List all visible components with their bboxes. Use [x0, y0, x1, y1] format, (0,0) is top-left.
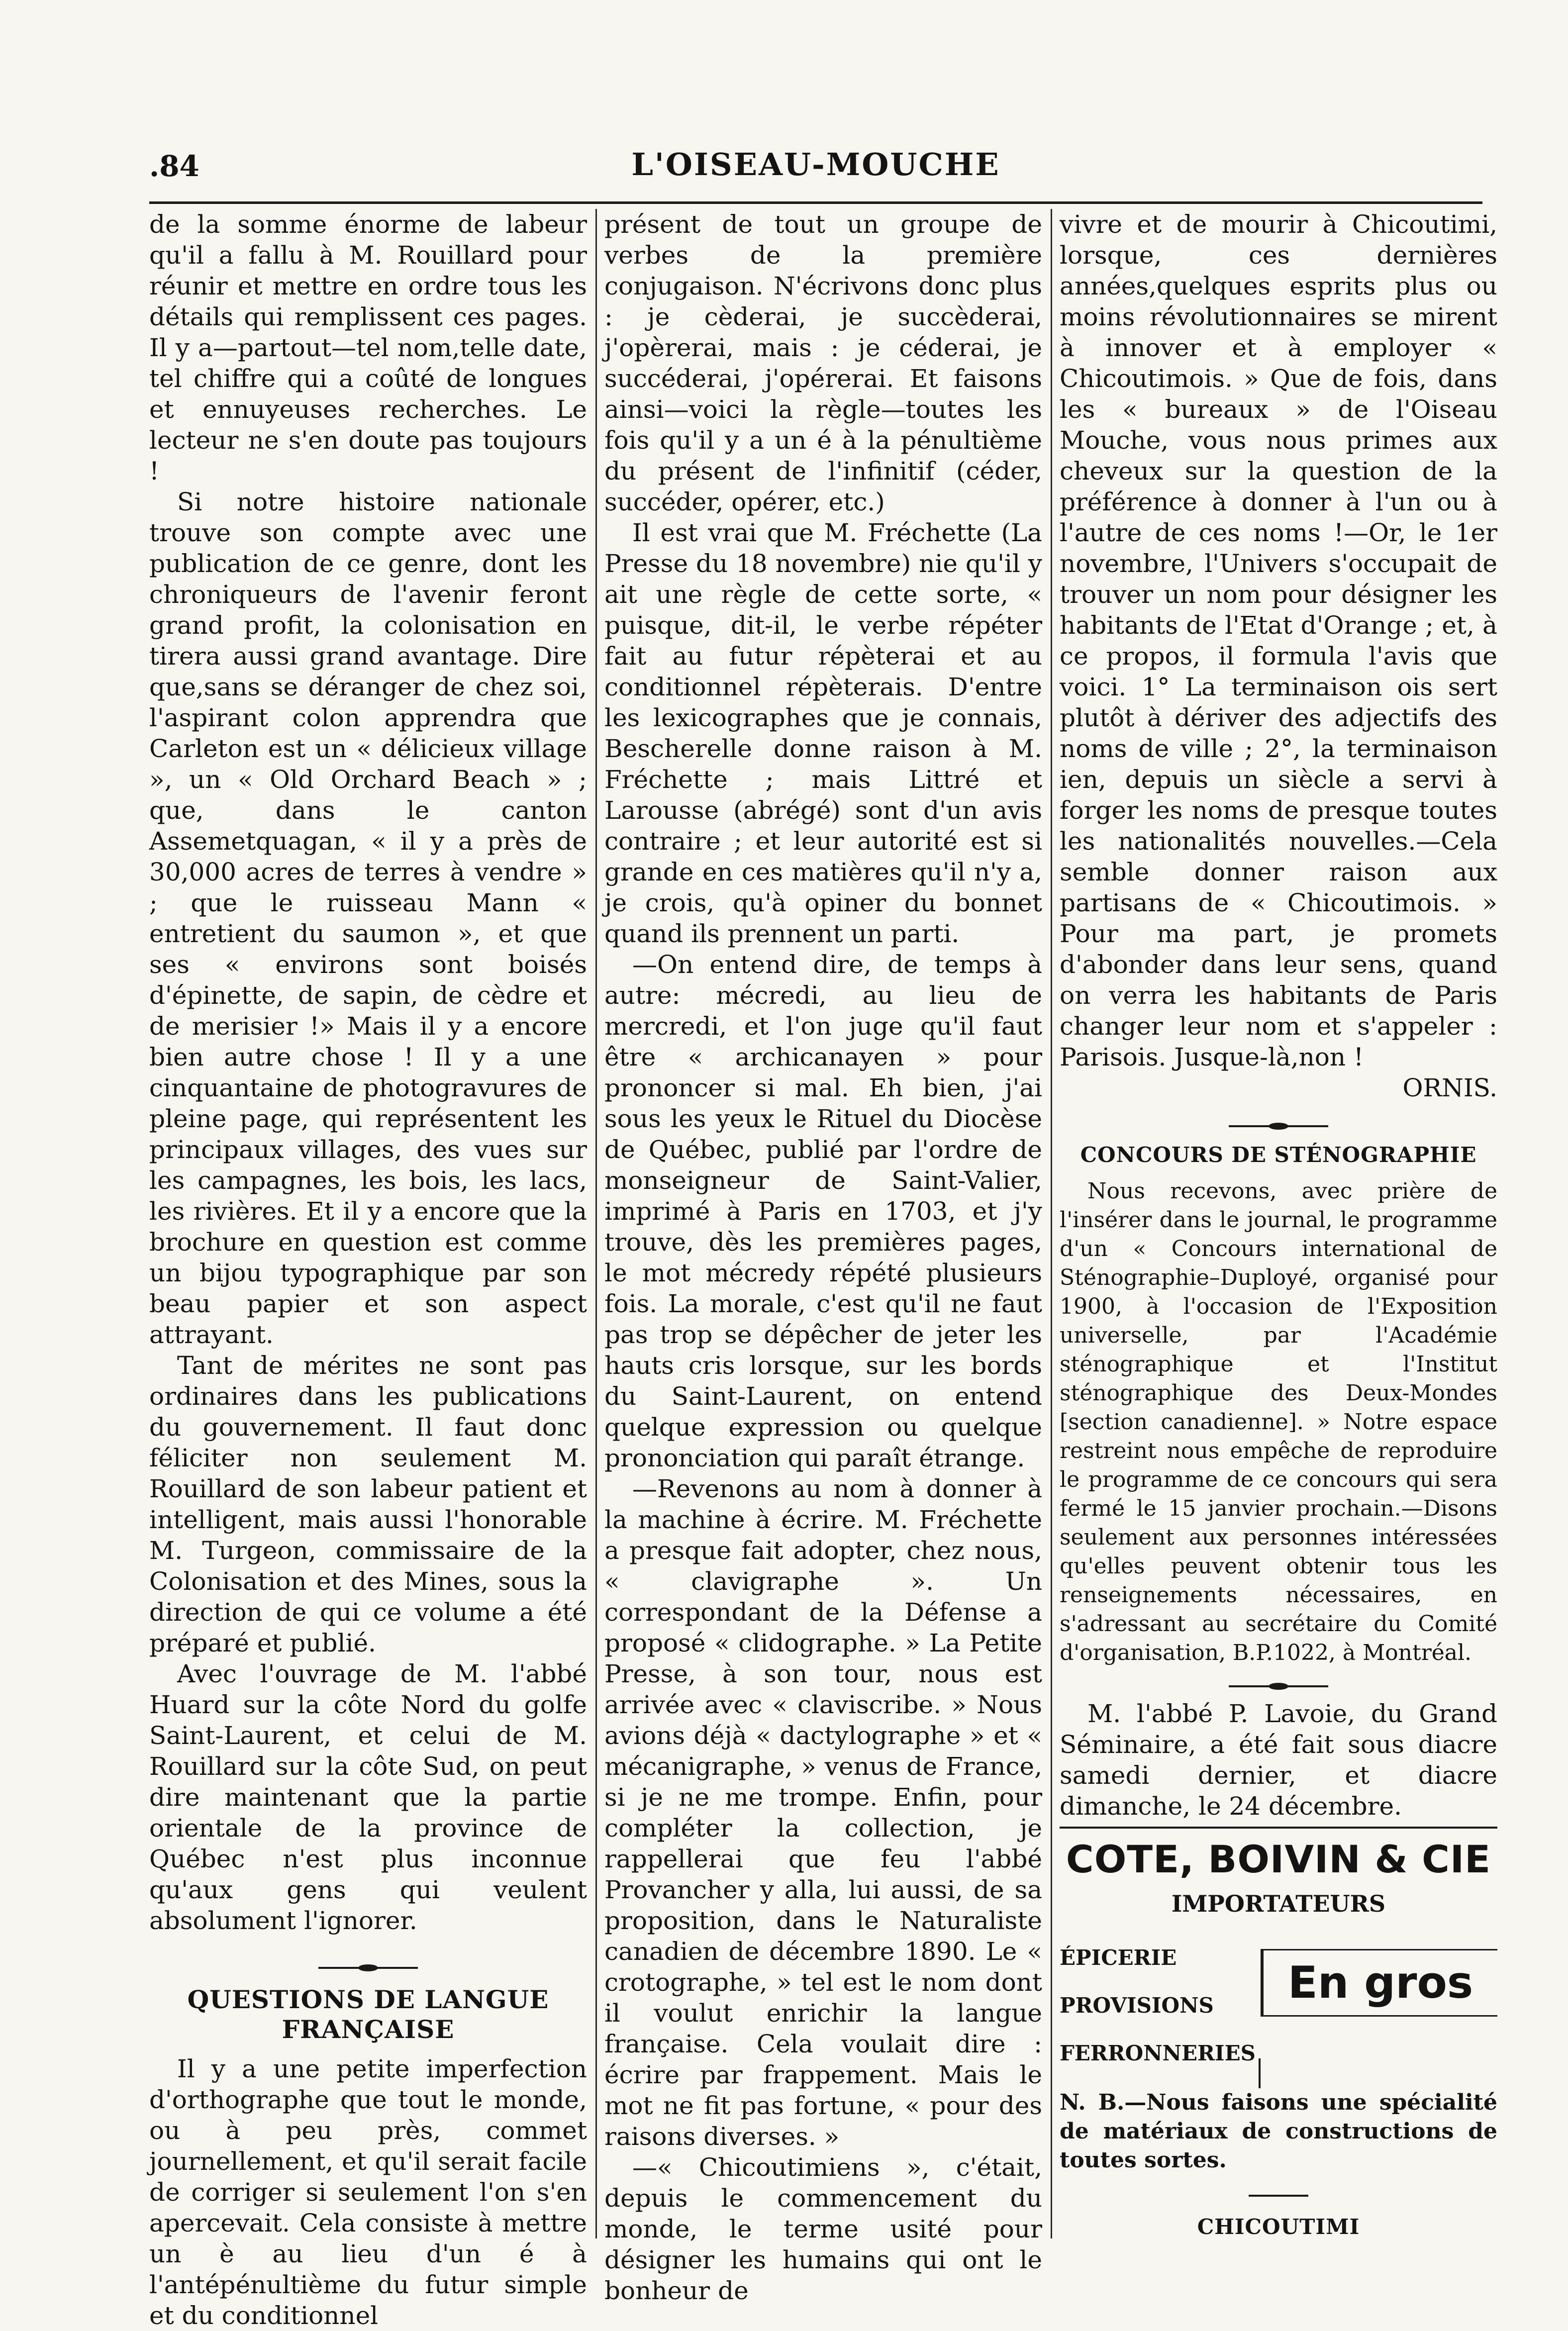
- header-rule: [149, 201, 1482, 204]
- ad-subtitle: IMPORTATEURS: [1171, 1890, 1386, 1917]
- author-signature: ORNIS.: [1402, 1073, 1497, 1102]
- paragraph: Avec l'ouvrage de M. l'abbé Huard sur la côte Nord du golfe Saint-Laurent, et celui de M. Rouillard sur la côte Sud, on peut dire maintenant que la partie orientale de la province de Québec n'est plus inconnue qu'aux gens qui veulent absolument l'ignorer.: [149, 1659, 587, 1935]
- paragraph: de la somme énorme de labeur qu'il a fallu à M. Rouillard pour réunir et mettre en ordre tous les détails qui remplissent ces pages. Il y a—partout—tel nom,telle date, tel chiffre qui a coûté de longues et ennuyeuses recherches. Le lecteur ne s'en doute pas toujours !: [149, 210, 587, 486]
- ad-en-gros-box: En gros: [1261, 1949, 1497, 2017]
- section-separator: [1060, 1114, 1497, 1138]
- advertisement: [1060, 1827, 1497, 2088]
- ad-note: [1060, 2088, 1497, 2175]
- note-text: Nous faisons une spécialité de matériaux de constructions de toutes sortes.: [1060, 2090, 1497, 2173]
- page-number: .84: [149, 149, 199, 183]
- paragraph: Il y a une petite imperfection d'orthographe que tout le monde, ou à peu près, commet journellement, et qu'il serait facile de corriger si seulement l'on s'en apercevait. Cela consiste à mettre un è au lieu d'un é à l'antépénultième du futur simple et du conditionnel: [149, 2054, 587, 2330]
- paragraph: Si notre histoire nationale trouve son compte avec une publication de ce genre, dont les chroniqueurs de l'avenir feront grand profit, la colonisation en tirera aussi grand avantage. Dire que,sans se déranger de chez soi, l'aspirant colon apprendra que Carleton est un « délicieux village », un « Old Orchard Beach » ; que, dans le canton Assemetquagan, « il y a près de 30,000 acres de terres à vendre » ; que le ruisseau Mann « entretient du saumon », et que ses « environs sont boisés d'épinette, de sapin, de cèdre et de merisier !» Mais il y a encore bien autre chose ! Il y a une cinquantaine de photogravures de pleine page, qui représentent les principaux villages, des vues sur les campagnes, les bois, les lacs, les rivières. Et il y a encore que la brochure en question est comme un bijou typographique par son beau papier et son aspect attrayant.: [149, 487, 587, 1349]
- section-heading: QUESTIONS DE LANGUE FRANÇAISE: [187, 1985, 549, 2044]
- ad-category: FERRONNERIES: [1060, 2041, 1256, 2065]
- paragraph: —Revenons au nom à donner à la machine à écrire. M. Fréchette a presque fait adopter, chez nous, « clavigraphe ». Un correspondant de la Défense a proposé « clidographe. » La Petite Presse, à son tour, nous est arrivée avec « claviscribe. » Nous avions déjà « dactylographe » et « mécanigraphe, » venus de France, si je ne me trompe. Enfin, pour compléter la collection, je rappellerai que feu l'abbé Provancher y alla, lui aussi, de sa proposition, dans le Naturaliste canadien de décembre 1890. Le « crotographe, » tel est le nom dont il voulut enrichir la langue française. Cela voulait dire : écrire par frappement. Mais le mot ne fit pas fortune, « pour des raisons diverses. »: [604, 1474, 1042, 2151]
- short-rule: [1249, 2195, 1308, 2197]
- section-heading: CONCOURS DE STÉNOGRAPHIE: [1080, 1143, 1477, 1167]
- ad-category: PROVISIONS: [1060, 1993, 1214, 2018]
- ad-body: [1060, 1929, 1497, 2088]
- paragraph: présent de tout un groupe de verbes de la première conjugaison. N'écrivons donc plus : je cèderai, je succèderai, j'opèrerai, mais : je céderai, je succéderai, j'opérerai. Et faisons ainsi—voici la règle—toutes les fois qu'il y a un é à la pénultième du présent de l'infinitif (céder, succéder, opérer, etc.): [604, 210, 1042, 516]
- paragraph: Il est vrai que M. Fréchette (La Presse du 18 novembre) nie qu'il y ait une règle de cette sorte, « puisque, dit-il, le verbe répéter fait au futur répèterai et au conditionnel répèterais. D'entre les lexicographes que je connais, Bescherelle donne raison à M. Fréchette ; mais Littré et Larousse (abrégé) sont d'un avis contraire ; et leur autorité est si grande en ces matières qu'il n'y a, je crois, qu'à opiner du bonnet quand ils prennent un parti.: [604, 518, 1042, 948]
- paragraph: Nous recevons, avec prière de l'insérer dans le journal, le programme d'un « Concours international de Sténographie–Duployé, organisé pour 1900, à l'occasion de l'Exposition universelle, par l'Académie sténographique et l'Institut sténographique des Deux-Mondes [section canadienne]. » Notre espace restreint nous empêche de reproduire le programme de ce concours qui sera fermé le 15 janvier prochain.—Disons seulement aux personnes intéressées qu'elles peuvent obtenir tous les renseignements nécessaires, en s'adressant au secrétaire du Comité d'organisation, B.P.1022, à Montréal.: [1060, 1178, 1497, 1665]
- ad-rule: [1259, 2058, 1261, 2088]
- paragraph: —« Chicoutimiens », c'était, depuis le commencement du monde, le terme usité pour désigner les humains qui ont le bonheur de: [604, 2153, 1042, 2305]
- newspaper-title: L'OISEAU-MOUCHE: [631, 146, 1000, 183]
- column-3: [1060, 209, 1497, 2238]
- paragraph: Tant de mérites ne sont pas ordinaires dans les publications du gouvernement. Il faut donc féliciter non seulement M. Rouillard de son labeur patient et intelligent, mais aussi l'honorable M. Turgeon, commissaire de la Colonisation et des Mines, sous la direction de qui ce volume a été préparé et publié.: [149, 1351, 587, 1657]
- page-header: [149, 144, 1482, 204]
- ad-category: ÉPICERIE: [1060, 1945, 1177, 1970]
- footer-location: CHICOUTIMI: [1197, 2215, 1360, 2239]
- paragraph: —On entend dire, de temps à autre: mécredi, au lieu de mercredi, et l'on juge qu'il faut être « archicanayen » pour prononcer si mal. Eh bien, j'ai sous les yeux le Rituel du Diocèse de Québec, publié par l'ordre de monseigneur de Saint-Valier, imprimé à Paris en 1703, et j'y trouve, dès les premières pages, le mot mécredy répété plusieurs fois. La morale, c'est qu'il ne faut pas trop se dépêcher de jeter les hauts cris lorsque, sur les bords du Saint-Laurent, on entend quelque expression ou quelque prononciation qui paraît étrange.: [604, 950, 1042, 1472]
- column-2: [604, 209, 1042, 2305]
- ad-categories: [1060, 1934, 1256, 2077]
- note-label: N. B.—: [1060, 2090, 1147, 2115]
- ad-title: COTE, BOIVIN & CIE: [1060, 1827, 1497, 1883]
- column-divider: [595, 209, 597, 2238]
- paragraph: M. l'abbé P. Lavoie, du Grand Séminaire, a été fait sous diacre samedi dernier, et diacre dimanche, le 24 décembre.: [1060, 1699, 1497, 1821]
- column-1: [149, 209, 587, 2330]
- section-separator: [149, 1956, 587, 1980]
- column-divider: [1051, 209, 1052, 2238]
- paragraph: vivre et de mourir à Chicoutimi, lorsque, ces dernières années,quelques esprits plus ou moins révolutionnaires se mirent à innover et à employer « Chicoutimois. » Que de fois, dans les « bureaux » de l'Oiseau Mouche, vous nous primes aux cheveux sur la question de la préférence à donner à l'un ou à l'autre de ces noms !—Or, le 1er novembre, l'Univers s'occupait de trouver un nom pour désigner les habitants de l'Etat d'Orange ; et, à ce propos, il formula l'avis que voici. 1° La terminaison ois sert plutôt à dériver des adjectifs des noms de ville ; 2°, la terminaison ien, depuis un siècle a servi à forger les noms de presque toutes les nationalités nouvelles.—Cela semble donner raison aux partisans de « Chicoutimois. » Pour ma part, je promets d'abonder dans leur sens, quand on verra les habitants de Paris changer leur nom et s'appeler : Parisois. Jusque-là,non !: [1060, 210, 1497, 1071]
- section-separator: [1060, 1674, 1497, 1698]
